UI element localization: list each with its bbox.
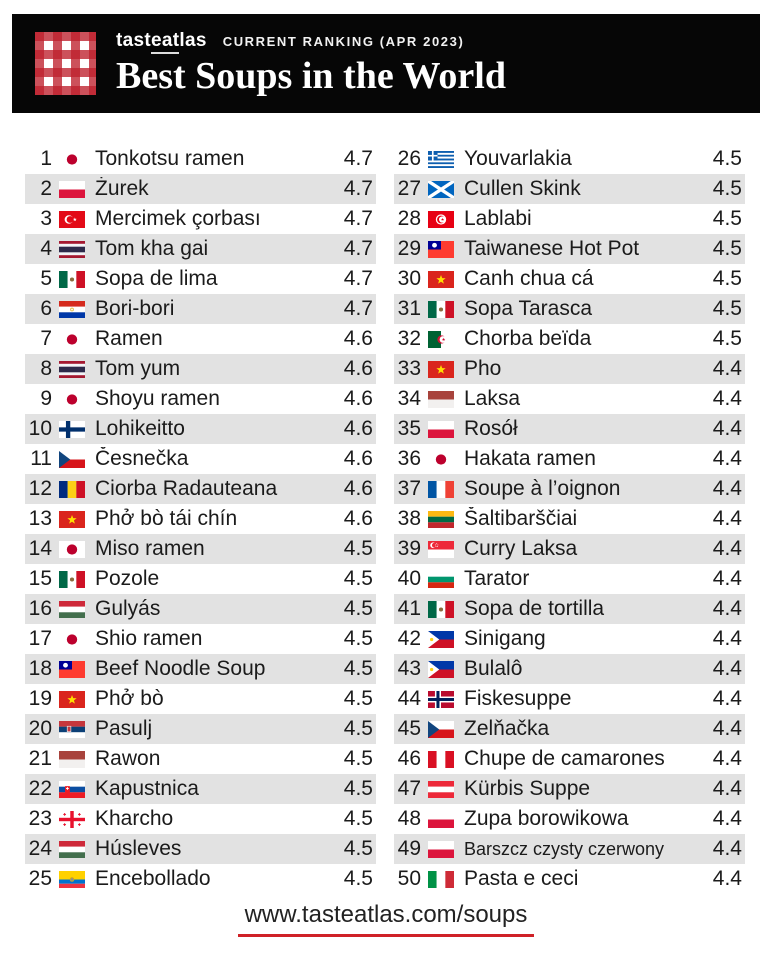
soup-name: Rosół: [464, 417, 518, 440]
soup-name: Barszcz czysty czerwony: [464, 838, 665, 859]
rating-value: 4.6: [343, 507, 373, 530]
list-item: [25, 144, 376, 174]
flag-japan-icon: [59, 541, 85, 558]
rank-number: 8: [40, 357, 52, 380]
rank-number: 19: [28, 687, 52, 710]
list-item: [394, 204, 745, 234]
rating-value: 4.6: [343, 477, 373, 500]
rating-value: 4.5: [343, 537, 373, 560]
rating-value: 4.5: [343, 777, 373, 800]
rank-number: 11: [30, 447, 52, 470]
soup-name: Taiwanese Hot Pot: [464, 237, 640, 260]
list-item: [25, 804, 376, 834]
flag-taiwan-icon: [59, 661, 85, 678]
rank-number: 10: [28, 417, 52, 440]
list-item: [25, 414, 376, 444]
soup-name: Sopa Tarasca: [464, 297, 593, 320]
flag-slovakia-icon: [59, 781, 85, 798]
soup-name: Canh chua cá: [464, 267, 594, 290]
list-item: [25, 594, 376, 624]
flag-italy-icon: [428, 871, 454, 888]
flag-japan-icon: [59, 331, 85, 348]
list-item: [25, 354, 376, 384]
list-item: [25, 834, 376, 864]
soup-name: Lohikeitto: [95, 417, 185, 440]
ranking-list: [25, 144, 745, 894]
rating-value: 4.4: [712, 777, 742, 800]
list-item: [394, 384, 745, 414]
flag-japan-icon: [59, 391, 85, 408]
footer: [0, 901, 772, 937]
flag-vietnam-icon: [59, 691, 85, 708]
rating-value: 4.5: [712, 177, 742, 200]
flag-finland-icon: [59, 421, 85, 438]
list-item: [25, 714, 376, 744]
list-item: [25, 774, 376, 804]
flag-thailand-icon: [59, 361, 85, 378]
flag-vietnam-icon: [428, 361, 454, 378]
soup-name: Pasulj: [95, 717, 153, 740]
flag-hungary-icon: [59, 841, 85, 858]
soup-name: Encebollado: [95, 867, 211, 890]
rank-number: 47: [397, 777, 421, 800]
rating-value: 4.5: [712, 297, 742, 320]
list-item: [394, 504, 745, 534]
list-item: [394, 144, 745, 174]
rank-number: 48: [397, 807, 421, 830]
rank-number: 37: [397, 477, 421, 500]
rating-value: 4.5: [712, 207, 742, 230]
flag-peru-icon: [428, 751, 454, 768]
rank-number: 3: [40, 207, 52, 230]
list-item: [25, 864, 376, 894]
flag-bulgaria-icon: [428, 571, 454, 588]
flag-austria-icon: [428, 781, 454, 798]
soup-name: Sopa de lima: [95, 267, 218, 290]
list-item: [25, 384, 376, 414]
soup-name: Zelňačka: [464, 717, 550, 740]
rank-number: 27: [397, 177, 421, 200]
soup-name: Sopa de tortilla: [464, 597, 605, 620]
soup-name: Phở bò: [95, 687, 164, 710]
rating-value: 4.4: [712, 687, 742, 710]
list-item: [394, 864, 745, 894]
flag-vietnam-icon: [59, 511, 85, 528]
list-item: [394, 414, 745, 444]
list-item: [25, 474, 376, 504]
page-title: Best Soups in the World: [116, 55, 506, 98]
rank-number: 12: [28, 477, 52, 500]
rank-number: 5: [40, 267, 52, 290]
rank-number: 45: [397, 717, 421, 740]
soup-name: Curry Laksa: [464, 537, 578, 560]
rating-value: 4.4: [712, 477, 742, 500]
rank-number: 16: [28, 597, 52, 620]
rating-value: 4.4: [712, 627, 742, 650]
flag-poland-icon: [428, 421, 454, 438]
list-item: [25, 234, 376, 264]
list-item: [25, 624, 376, 654]
flag-mexico-icon: [428, 301, 454, 318]
rating-value: 4.4: [712, 747, 742, 770]
soup-name: Tom yum: [95, 357, 181, 380]
flag-japan-icon: [59, 151, 85, 168]
list-item: [394, 474, 745, 504]
list-item: [25, 654, 376, 684]
rank-number: 20: [28, 717, 52, 740]
rating-value: 4.4: [712, 507, 742, 530]
rating-value: 4.6: [343, 417, 373, 440]
list-item: [394, 594, 745, 624]
rank-number: 44: [397, 687, 421, 710]
soup-name: Hakata ramen: [464, 447, 596, 470]
rating-value: 4.5: [712, 267, 742, 290]
rating-value: 4.5: [343, 747, 373, 770]
list-item: [25, 444, 376, 474]
flag-romania-icon: [59, 481, 85, 498]
rating-value: 4.7: [343, 297, 373, 320]
rating-value: 4.5: [343, 627, 373, 650]
flag-hungary-icon: [59, 601, 85, 618]
flag-turkey-icon: [59, 211, 85, 228]
rank-number: 18: [28, 657, 52, 680]
rating-value: 4.4: [712, 867, 742, 890]
list-item: [394, 804, 745, 834]
list-item: [394, 294, 745, 324]
tasteatlas-wordmark: tasteatlas: [116, 30, 207, 52]
soup-name: Tom kha gai: [95, 237, 209, 260]
rating-value: 4.6: [343, 357, 373, 380]
soup-name: Bori-bori: [95, 297, 175, 320]
flag-poland-icon: [428, 811, 454, 828]
soup-name: Pozole: [95, 567, 160, 590]
flag-philippines-icon: [428, 661, 454, 678]
rank-number: 23: [28, 807, 52, 830]
soup-name: Gulyás: [95, 597, 161, 620]
rating-value: 4.7: [343, 237, 373, 260]
flag-czechia-icon: [428, 721, 454, 738]
rank-number: 36: [397, 447, 421, 470]
flag-japan-icon: [59, 631, 85, 648]
flag-poland-icon: [428, 841, 454, 858]
soup-name: Chorba beïda: [464, 327, 592, 350]
rank-number: 39: [397, 537, 421, 560]
flag-paraguay-icon: [59, 301, 85, 318]
rank-number: 26: [397, 147, 421, 170]
soup-name: Sinigang: [464, 627, 546, 650]
list-item: [394, 654, 745, 684]
list-item: [394, 354, 745, 384]
rating-value: 4.5: [343, 867, 373, 890]
brand-line: [116, 30, 506, 52]
rating-value: 4.6: [343, 387, 373, 410]
rank-number: 38: [397, 507, 421, 530]
rank-number: 29: [397, 237, 421, 260]
soup-name: Shio ramen: [95, 627, 203, 650]
rating-value: 4.5: [343, 567, 373, 590]
flag-georgia-icon: [59, 811, 85, 828]
rating-value: 4.4: [712, 447, 742, 470]
flag-france-icon: [428, 481, 454, 498]
flag-philippines-icon: [428, 631, 454, 648]
rank-number: 34: [397, 387, 421, 410]
list-item: [394, 714, 745, 744]
rating-value: 4.7: [343, 207, 373, 230]
rank-number: 9: [40, 387, 52, 410]
rank-number: 43: [397, 657, 421, 680]
list-item: [394, 564, 745, 594]
list-item: [25, 264, 376, 294]
list-item: [394, 774, 745, 804]
rank-number: 31: [397, 297, 421, 320]
flag-mexico-icon: [428, 601, 454, 618]
list-item: [25, 324, 376, 354]
soup-name: Beef Noodle Soup: [95, 657, 266, 680]
footer-url-link[interactable]: www.tasteatlas.com/soups: [238, 901, 535, 937]
list-item: [394, 444, 745, 474]
rating-value: 4.4: [712, 357, 742, 380]
rating-value: 4.5: [712, 327, 742, 350]
flag-mexico-icon: [59, 571, 85, 588]
soup-name: Česnečka: [95, 447, 189, 470]
list-item: [394, 264, 745, 294]
list-item: [394, 324, 745, 354]
rank-number: 28: [397, 207, 421, 230]
list-item: [25, 504, 376, 534]
soup-name: Tonkotsu ramen: [95, 147, 245, 170]
rating-value: 4.6: [343, 447, 373, 470]
rating-value: 4.7: [343, 147, 373, 170]
soup-name: Żurek: [95, 177, 149, 200]
rank-number: 24: [28, 837, 52, 860]
flag-greece-icon: [428, 151, 454, 168]
rating-value: 4.5: [343, 687, 373, 710]
rank-number: 32: [397, 327, 421, 350]
soup-name: Lablabi: [464, 207, 532, 230]
ranking-column-left: [25, 144, 376, 894]
list-item: [394, 534, 745, 564]
rank-number: 22: [28, 777, 52, 800]
rank-number: 13: [28, 507, 52, 530]
rank-number: 35: [397, 417, 421, 440]
flag-algeria-icon: [428, 331, 454, 348]
rank-number: 25: [28, 867, 52, 890]
rank-number: 1: [40, 147, 52, 170]
tasteatlas-gingham-logo: [35, 32, 96, 95]
soup-name: Zupa borowikowa: [464, 807, 629, 830]
soup-name: Kürbis Suppe: [464, 777, 591, 800]
rank-number: 17: [28, 627, 52, 650]
rating-value: 4.5: [712, 237, 742, 260]
soup-name: Phở bò tái chín: [95, 507, 238, 530]
soup-name: Fiskesuppe: [464, 687, 572, 710]
flag-japan-icon: [428, 451, 454, 468]
rank-number: 49: [397, 837, 421, 860]
flag-singapore-icon: [428, 541, 454, 558]
list-item: [25, 534, 376, 564]
ranking-label: CURRENT RANKING (APR 2023): [222, 34, 465, 50]
rank-number: 2: [40, 177, 52, 200]
flag-lithuania-icon: [428, 511, 454, 528]
list-item: [394, 174, 745, 204]
soup-name: Kapustnica: [95, 777, 199, 800]
rating-value: 4.4: [712, 567, 742, 590]
flag-czechia-icon: [59, 451, 85, 468]
soup-name: Youvarlakia: [464, 147, 572, 170]
rating-value: 4.4: [712, 597, 742, 620]
soup-name: Ciorba Radauteana: [95, 477, 278, 500]
rank-number: 14: [28, 537, 52, 560]
rank-number: 40: [397, 567, 421, 590]
flag-indonesia-icon: [428, 391, 454, 408]
flag-vietnam-icon: [428, 271, 454, 288]
rating-value: 4.4: [712, 537, 742, 560]
soup-name: Šaltibarščiai: [464, 507, 578, 530]
rating-value: 4.5: [712, 147, 742, 170]
soup-name: Soupe à l’oignon: [464, 477, 621, 500]
flag-taiwan-icon: [428, 241, 454, 258]
flag-poland-icon: [59, 181, 85, 198]
list-item: [25, 564, 376, 594]
flag-indonesia-icon: [59, 751, 85, 768]
soup-name: Pho: [464, 357, 502, 380]
rank-number: 30: [397, 267, 421, 290]
soup-name: Cullen Skink: [464, 177, 581, 200]
rating-value: 4.4: [712, 657, 742, 680]
rank-number: 33: [397, 357, 421, 380]
rating-value: 4.4: [712, 417, 742, 440]
soup-name: Laksa: [464, 387, 521, 410]
rank-number: 4: [40, 237, 52, 260]
rating-value: 4.5: [343, 717, 373, 740]
soup-name: Tarator: [464, 567, 530, 590]
list-item: [394, 744, 745, 774]
rank-number: 21: [28, 747, 52, 770]
header-banner: [12, 14, 760, 113]
flag-ecuador-icon: [59, 871, 85, 888]
rating-value: 4.7: [343, 267, 373, 290]
list-item: [394, 624, 745, 654]
soup-name: Kharcho: [95, 807, 174, 830]
rank-number: 6: [40, 297, 52, 320]
soup-name: Bulalô: [464, 657, 523, 680]
rank-number: 42: [397, 627, 421, 650]
list-item: [394, 234, 745, 264]
soup-name: Chupe de camarones: [464, 747, 665, 770]
rating-value: 4.5: [343, 657, 373, 680]
header-text-block: [116, 30, 506, 97]
flag-serbia-icon: [59, 721, 85, 738]
list-item: [25, 744, 376, 774]
rank-number: 41: [397, 597, 421, 620]
soup-name: Húsleves: [95, 837, 182, 860]
list-item: [25, 174, 376, 204]
rating-value: 4.5: [343, 597, 373, 620]
flag-tunisia-icon: [428, 211, 454, 228]
rating-value: 4.4: [712, 387, 742, 410]
soup-name: Pasta e ceci: [464, 867, 579, 890]
list-item: [394, 834, 745, 864]
list-item: [25, 684, 376, 714]
rating-value: 4.4: [712, 807, 742, 830]
soup-name: Ramen: [95, 327, 163, 350]
list-item: [25, 294, 376, 324]
rank-number: 46: [397, 747, 421, 770]
flag-mexico-icon: [59, 271, 85, 288]
rating-value: 4.5: [343, 807, 373, 830]
rating-value: 4.7: [343, 177, 373, 200]
rating-value: 4.6: [343, 327, 373, 350]
flag-thailand-icon: [59, 241, 85, 258]
list-item: [394, 684, 745, 714]
soup-name: Rawon: [95, 747, 161, 770]
rank-number: 7: [40, 327, 52, 350]
soup-name: Mercimek çorbası: [95, 207, 261, 230]
rank-number: 50: [397, 867, 421, 890]
ranking-column-right: [394, 144, 745, 894]
flag-scotland-icon: [428, 181, 454, 198]
rating-value: 4.5: [343, 837, 373, 860]
rating-value: 4.4: [712, 717, 742, 740]
soup-name: Miso ramen: [95, 537, 205, 560]
soup-name: Shoyu ramen: [95, 387, 220, 410]
list-item: [25, 204, 376, 234]
rank-number: 15: [28, 567, 52, 590]
flag-norway-icon: [428, 691, 454, 708]
rating-value: 4.4: [712, 837, 742, 860]
